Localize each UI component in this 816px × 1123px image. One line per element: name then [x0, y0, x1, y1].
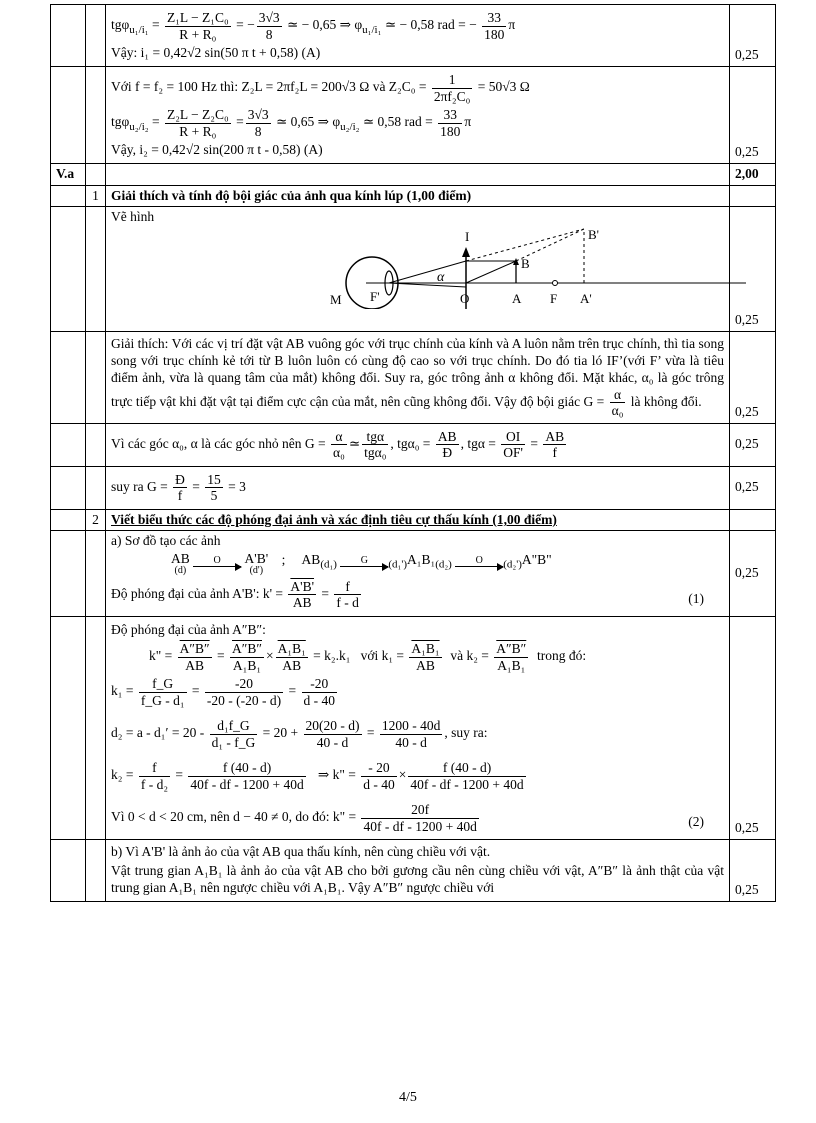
blank-cell [51, 67, 86, 164]
row-so-do [51, 531, 776, 617]
blank-cell [51, 332, 86, 424]
giai-thich-text: Giải thích: Với các vị trí đặt vật AB vuông góc với trục chính của kính và A luôn nằm trên trục chính, thì tia song song với trục chính kẻ tới từ B luôn luôn có cùng độ cao so với trục chính. Do đó tia ló IF’(với F’ vừa là tiêu điểm ảnh, vừa là quang tâm của mắt) không đổi. Suy ra, góc trông ảnh α không đổi. Mặt khác, α₀ là góc trông trực tiếp vật khi đặt vật tại điểm cực cận của mắt, nên cũng không đổi. Vậy độ bội giác [111, 336, 724, 409]
score-cell: 0,25 [730, 67, 776, 164]
blank-cell [51, 509, 86, 530]
row-va [51, 164, 776, 185]
part-number: 2 [86, 509, 106, 530]
i1-content [106, 5, 730, 67]
tg2-formula: tgφ$_{u_2/i_2}$ = $\frac{\text{Z₂L − Z₂C₀}}{\text{R + R₀}}$ = $\frac{3√3}{8}$ ≃ 0,65 ⇒ $\varphi_{u_2/i_2}$ ≃ 0,58 rad = $\frac{33}{180}$ π [111, 107, 472, 139]
arrow-O: O [193, 556, 241, 567]
b-cell: b) Vì A'B' là ảnh ảo của vật AB qua thấu kính, nên cùng chiều với vật. Vật trung gian A₁B₁ là ảnh ảo của vật AB cho bởi gương cầu nên cùng chiều với vật, A″B″ là ảnh thật của vật trung gian A₁B₁ nên ngược chiều với A₁B₁. Vậy A″B″ ngược chiều với [106, 840, 730, 902]
blank-cell [86, 67, 106, 164]
part-number: 1 [86, 185, 106, 206]
part-title: Giải thích và tính độ bội giác của ảnh qua kính lúp (1,00 điểm) [106, 185, 730, 206]
ray-lower [389, 283, 466, 287]
i2-content [106, 67, 730, 164]
vi-goc-cell: Vì các góc α₀, α là các góc nhỏ nên G = $\frac{\alpha}{\text{α₀}}$ ≃ $\frac{\text{tgα}}{\text{tgα₀}}$ , tgα₀ = $\frac{AB}{Đ}$ , tgα = $\frac{OI}{OF'}$ = $\frac{AB}{f}$ [106, 423, 730, 466]
ray-to-eye [389, 261, 466, 286]
blank-cell [51, 531, 86, 617]
row-part2-title [51, 509, 776, 530]
blank-cell [86, 423, 106, 466]
tg2-pi-frac: $\frac{33}{180}$ [440, 107, 461, 139]
arrow-G: G [340, 556, 388, 567]
blank-cell [86, 332, 106, 424]
row-figure [51, 206, 776, 331]
G-frac: $\frac{\alpha}{\text{α₀}}$ [611, 386, 624, 419]
blank-cell [86, 466, 106, 509]
blank-cell [106, 164, 730, 185]
vay-i2: Vậy, i₂ = 0,42√2 sin(200 π t - 0,58) (A) [111, 142, 323, 158]
ray-center [466, 261, 516, 283]
tg1-frac: $\frac{\text{Z₁L − Z₁C₀}}{\text{R + R₀}}$ [166, 10, 229, 42]
blank-cell [51, 423, 86, 466]
tg2-frac2: $\frac{3√3}{8}$ [247, 107, 269, 139]
vi-d-formula: Vì 0 < d < 20 cm, nên d − 40 ≠ 0, do đó: k" = $\frac{20f}{40f - df - 1200 + 40d}$ (2) [111, 802, 704, 834]
blank-cell [51, 5, 86, 67]
label-Bp: B' [588, 227, 600, 243]
tg2-frac: $\frac{\text{Z₂L − Z₂C₀}}{\text{R + R₀}}$ [166, 107, 229, 139]
section-label: V.a [51, 164, 86, 185]
label-Fp: F' [370, 289, 380, 305]
label-Ap: A' [580, 291, 592, 307]
blank-cell [51, 185, 86, 206]
score-cell: 0,25 [730, 423, 776, 466]
tg1-frac2: $\frac{3√3}{8}$ [258, 10, 280, 42]
kpp-formula: k" = $\frac{A''B''}{AB}$ = $\frac{A''B''}{\text{A₁B₁}}$ × $\frac{\text{A₁B₁}}{AB}$ = k₂.k₁ với k₁ = $\frac{\text{A₁B₁}}{AB}$ và k₂ = $\frac{A''B''}{\text{A₁B₁}}$ trong đó: [149, 641, 587, 673]
label-O: O [460, 291, 470, 307]
row-vi-goc [51, 423, 776, 466]
blank-cell [51, 466, 86, 509]
part-title: Viết biểu thức các độ phóng đại ảnh và xác định tiêu cự thấu kính (1,00 điểm) [106, 509, 730, 530]
answer-table [50, 4, 776, 902]
score-cell: 0,25 [730, 840, 776, 902]
kpp-cell: Độ phóng đại của ảnh A″B″: k" = $\frac{A''B''}{AB}$ = $\frac{A''B''}{\text{A₁B₁}}$ × $\frac{\text{A₁B₁}}{AB}$ = k₂.k₁ với k₁ = $\frac{\text{A₁B₁}}{AB}$ và k₂ = $\frac{A''B''}{\text{A₁B₁}}$ trong đó: k₁ = $\frac{f\_G}{\text{f\_G - d₁}}$ = $\frac{-20}{-20 - (-20 - d)}$ = $\frac{-20}{d - 40}$ d₂ = a - d₁′ = 20 - $\frac{\text{d₁f\_G}}{\text{d₁ - f\_G}}$ = 20 + $\frac{20(20 - d)}{40 - d}$ = $\frac{1200 - 40d}{40 - d}$ , suy ra: k₂ = $\frac{f}{\text{f - d₂}}$ = $\frac{f (40 - d)}{40f - df - 1200 + 40d}$ ⇒ k" = $\frac{- 20}{d - 40}$ × $\frac{f (40 - d)}{40f - df - 1200 + 40d}$ Vì 0 < d < 20 cm, nên d − 40 ≠ 0, do đó: k" = $\frac{20f}{40f - df - 1200 + 40d}$ (2) [106, 616, 730, 839]
row-suy-ra [51, 466, 776, 509]
tg1-formula: tgφ$_{u_1/i_1}$ = $\frac{\text{Z₁L − Z₁C₀}}{\text{R + R₀}}$ = − $\frac{3√3}{8}$ ≃ − 0,65 ⇒ $\varphi_{u_1/i_1}$ ≃ − 0,58 rad = − $\frac{33}{180}$ π [111, 10, 516, 42]
label-A: A [512, 291, 522, 307]
blank-cell [86, 840, 106, 902]
lens-top-arrow [462, 247, 470, 257]
score-cell: 0,25 [730, 332, 776, 424]
row-giai-thich [51, 332, 776, 424]
d2-formula: d₂ = a - d₁′ = 20 - $\frac{\text{d₁f\_G}}{\text{d₁ - f\_G}}$ = 20 + $\frac{20(20 - d)}{40 - d}$ = $\frac{1200 - 40d}{40 - d}$ , suy ra: [111, 718, 488, 750]
label-M: M [330, 292, 342, 308]
magnifier-diagram [326, 209, 746, 309]
blank-cell [730, 185, 776, 206]
label-alpha: α [437, 270, 445, 286]
page-number: 4/5 [399, 1090, 417, 1105]
score-cell: 0,25 [730, 5, 776, 67]
label-B: B [521, 256, 530, 272]
k2-formula: k₂ = $\frac{f}{\text{f - d₂}}$ = $\frac{f (40 - d)}{40f - df - 1200 + 40d}$ ⇒ k" = $\frac{- 20}{d - 40}$ × $\frac{f (40 - d)}{40f - df - 1200 + 40d}$ [111, 760, 524, 792]
section-score: 2,00 [730, 164, 776, 185]
row-part1-title [51, 185, 776, 206]
row-i1 [51, 5, 776, 67]
tg1-pi-frac: $\frac{33}{180}$ [484, 10, 505, 42]
label-F: F [550, 291, 558, 307]
ve-hinh-label: Vẽ hình [111, 208, 155, 224]
row-i2 [51, 67, 776, 164]
score-cell: 0,25 [730, 531, 776, 617]
score-cell: 0,25 [730, 616, 776, 839]
arrow-O2: O [455, 556, 503, 567]
score-cell: 0,25 [730, 466, 776, 509]
figure-cell [106, 206, 730, 331]
kp-line: Độ phóng đại của ảnh A'B': k' = $\frac{A'B'}{AB}$ = $\frac{f}{f - d}$ (1) [111, 578, 704, 611]
blank-cell [51, 616, 86, 839]
blank-cell [730, 509, 776, 530]
blank-cell [51, 206, 86, 331]
row-b [51, 840, 776, 902]
blank-cell [51, 840, 86, 902]
label-I: I [465, 229, 470, 245]
blank-cell [86, 206, 106, 331]
blank-cell [86, 616, 106, 839]
score-cell: 0,25 [730, 206, 776, 331]
voi-f2: Với f = f₂ = 100 Hz thì: Z₂L = 2πf₂L = 200√3 Ω và Z₂C₀ = $\frac{1}{\text{2πf₂C₀}}$ = 50√3 Ω [111, 72, 530, 104]
so-do-cell [106, 531, 730, 617]
a-head: a) Sơ đồ tạo các ảnh [111, 533, 221, 549]
blank-cell [86, 531, 106, 617]
eq-number-1: (1) [688, 590, 704, 606]
zc-frac: $\frac{1}{\text{2πf₂C₀}}$ [433, 72, 471, 104]
k1-formula: k₁ = $\frac{f\_G}{\text{f\_G - d₁}}$ = $\frac{-20}{-20 - (-20 - d)}$ = $\frac{-20}{d - 40}$ [111, 676, 336, 708]
suy-ra-cell: suy ra G = $\frac{Đ}{f}$ = $\frac{15}{5}$ = 3 [106, 466, 730, 509]
eq-number-2: (2) [688, 814, 704, 830]
vay-i1: Vậy: i₁ = 0,42√2 sin(50 π t + 0,58) (A) [111, 45, 321, 61]
scheme-line: AB (d) O A'B' (d') ; $AB_{(d_1)}$ G $_{(d_1')}A_1B_1_{(d_2)}$ O $_{(d_2')}$A"B" [171, 551, 552, 576]
focus-F [553, 281, 558, 286]
row-kpp [51, 616, 776, 839]
blank-cell [86, 5, 106, 67]
giai-thich-cell: Giải thích: Với các vị trí đặt vật AB vuông góc với trục chính của kính và A luôn nằm trên trục chính, thì tia song song với trục chính kẻ tới từ B luôn luôn có cùng độ cao so với trục chính. Do đó tia ló IF’(với F’ vừa là tiêu điểm ảnh, vừa là quang tâm của mắt) không đổi. Suy ra, góc trông ảnh α không đổi. Mặt khác, α₀ là góc trông trực tiếp vật khi đặt vật tại điểm cực cận của mắt, nên cũng không đổi. Vậy độ bội giác G = $\frac{\alpha}{\text{α₀}}$ là không đổi. [106, 332, 730, 424]
blank-cell [86, 164, 106, 185]
